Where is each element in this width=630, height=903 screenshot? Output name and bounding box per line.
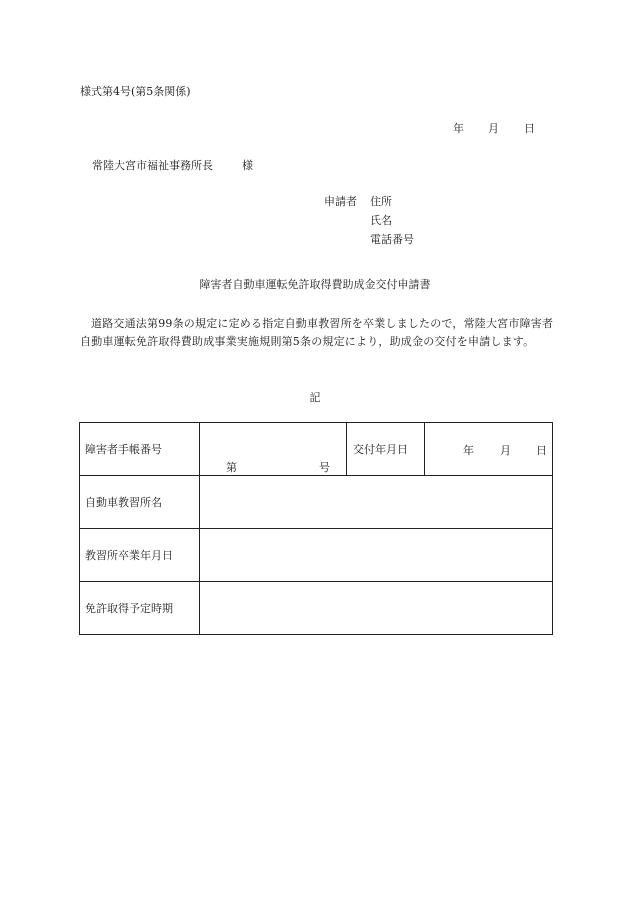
table-row — [80, 582, 553, 635]
issue-month: 月 — [500, 444, 511, 457]
graduation-date-label: 教習所卒業年月日 — [80, 529, 200, 582]
license-date-label: 免許取得予定時期 — [80, 582, 200, 635]
table-row — [80, 476, 553, 529]
body-text: 道路交通法第99条の規定に定める指定自動車教習所を卒業しましたので，常陸大宮市障害者自動車運転免許取得費助成事業実施規則第5条の規定により，助成金の交付を申請します。 — [80, 317, 554, 348]
handbook-dai: 第 — [226, 461, 237, 474]
handbook-number-field[interactable] — [200, 423, 347, 476]
addressee-name: 常陸大宮市福祉事務所長 — [92, 159, 213, 172]
table-row — [80, 423, 553, 476]
form-number: 様式第4号(第5条関係) — [80, 85, 191, 98]
graduation-date-field[interactable] — [200, 529, 553, 582]
table-row — [80, 529, 553, 582]
date-month: 月 — [488, 122, 499, 135]
driving-school-field[interactable] — [200, 476, 553, 529]
handbook-number-label: 障害者手帳番号 — [80, 423, 200, 476]
applicant-address-label: 住所 — [370, 195, 392, 208]
issue-day: 日 — [536, 444, 547, 457]
details-table — [79, 422, 553, 635]
addressee-honorific: 様 — [242, 159, 253, 172]
document-title: 障害者自動車運転免許取得費助成金交付申請書 — [199, 278, 431, 291]
applicant-phone-label: 電話番号 — [370, 233, 414, 246]
applicant-name-label: 氏名 — [370, 214, 392, 227]
date-day: 日 — [524, 122, 535, 135]
license-date-field[interactable] — [200, 582, 553, 635]
issue-date-label: 交付年月日 — [347, 423, 425, 476]
driving-school-label: 自動車教習所名 — [80, 476, 200, 529]
ki-heading: 記 — [309, 391, 321, 404]
issue-year: 年 — [463, 444, 474, 457]
handbook-go: 号 — [319, 461, 330, 474]
issue-date-field[interactable] — [425, 423, 553, 476]
applicant-label: 申請者 — [324, 195, 357, 208]
date-year: 年 — [453, 122, 464, 135]
